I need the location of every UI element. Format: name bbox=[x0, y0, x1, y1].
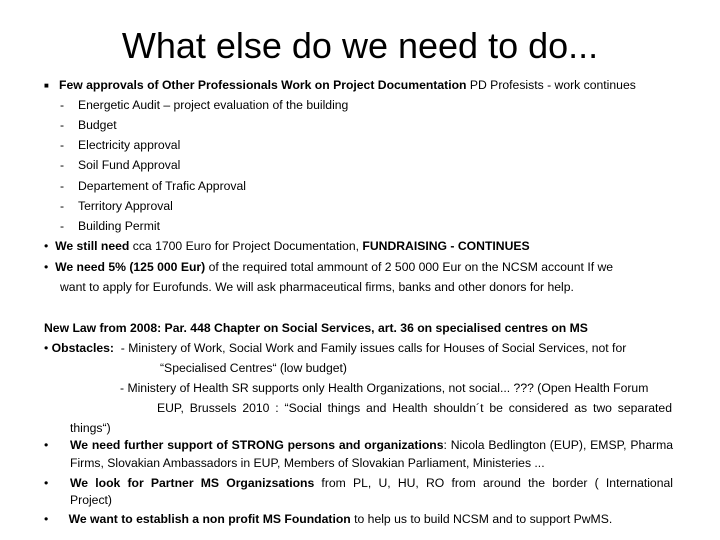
partner-line: We look for Partner MS Organizsations from PL, U, HU, RO from around the border ( International bbox=[70, 476, 673, 490]
dash-item-4: - Soil Fund Approval bbox=[60, 158, 181, 172]
dash-item-5: - Departement of Trafic Approval bbox=[60, 179, 246, 193]
obstacles-line: • Obstacles: - Ministery of Work, Social Work and Family issues calls for Houses of Social Services, not for bbox=[44, 341, 627, 355]
support-line: We need further support of STRONG persons and organizations: Nicola Bedlington (EUP), EMSP, Pharma bbox=[70, 438, 674, 452]
support-line-2: Firms, Slovakian Ambassadors in EUP, Members of Slovakian Parliament, Ministeries ... bbox=[70, 456, 545, 470]
bullet-icon: • bbox=[44, 260, 49, 274]
obstacle-2-end: things“) bbox=[70, 421, 111, 435]
obstacle-2-cont: EUP, Brussels 2010 : “Social things and Health shouldn´t be considered as two separated bbox=[157, 401, 672, 415]
fundraising-line: • We still need cca 1700 Euro for Project Documentation, FUNDRAISING - CONTINUES bbox=[44, 239, 530, 253]
bullet-icon: • bbox=[44, 476, 49, 490]
partner-line-2: Project) bbox=[70, 493, 112, 507]
dash-item-2: - Budget bbox=[60, 118, 117, 132]
bullet-icon: • bbox=[44, 438, 49, 452]
bullet-icon: • bbox=[44, 512, 49, 526]
square-bullet-icon: ■ bbox=[44, 81, 49, 90]
dash-item-3: - Electricity approval bbox=[60, 138, 181, 152]
intro-rest: PD Profesists - work continues bbox=[466, 78, 636, 92]
intro-line bbox=[44, 77, 636, 94]
bullet-icon: • bbox=[44, 341, 49, 355]
intro-bold: Few approvals of Other Professionals Work on Project Documentation bbox=[59, 78, 467, 92]
dash-item-7: - Building Permit bbox=[60, 219, 160, 233]
obstacle-2: - Ministery of Health SR supports only Health Organizations, not social... ??? (Open Health Forum bbox=[120, 381, 649, 395]
obstacle-1-cont: “Specialised Centres“ (low budget) bbox=[160, 361, 347, 375]
need-line-2: want to apply for Eurofunds. We will ask pharmaceutical firms, banks and other donors for help. bbox=[60, 280, 574, 294]
new-law-heading: New Law from 2008: Par. 448 Chapter on Social Services, art. 36 on specialised centres on MS bbox=[44, 321, 588, 335]
need-line: • We need 5% (125 000 Eur) of the required total ammount of 2 500 000 Eur on the NCSM account If we bbox=[44, 260, 614, 274]
foundation-line: • We want to establish a non profit MS Foundation to help us to build NCSM and to support PwMS. bbox=[44, 512, 613, 526]
dash-item-6: - Territory Approval bbox=[60, 199, 173, 213]
bullet-icon: • bbox=[44, 239, 49, 253]
dash-item-1: - Energetic Audit – project evaluation of the building bbox=[60, 98, 349, 112]
slide-title: What else do we need to do... bbox=[121, 25, 599, 66]
